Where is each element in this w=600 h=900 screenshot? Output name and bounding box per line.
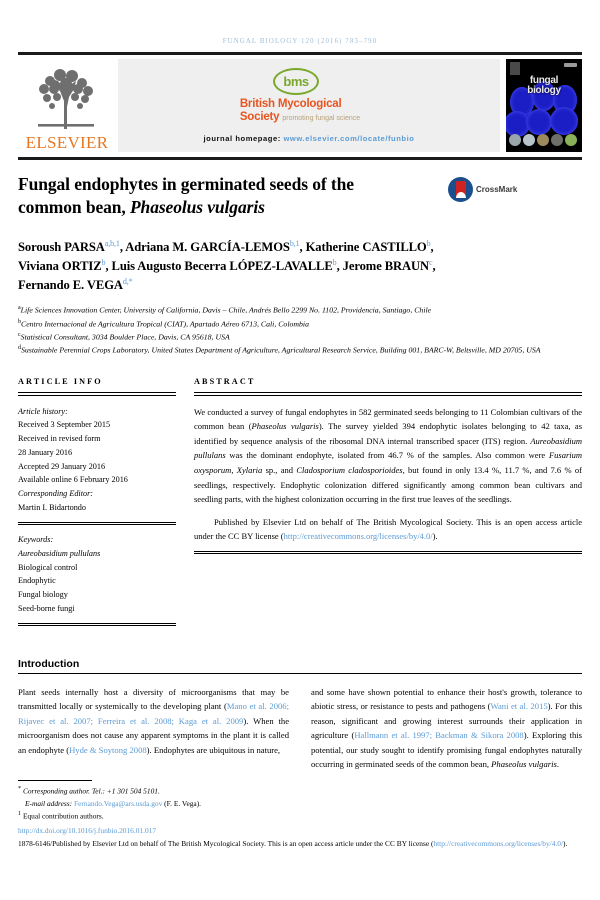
footnote-block	[18, 785, 582, 822]
history-item: Received in revised form	[18, 434, 101, 444]
doi-link[interactable]: http://dx.doi.org/10.1016/j.funbio.2016.01.017	[18, 826, 157, 836]
article-history-label: Article history:	[18, 406, 68, 416]
abstract-publisher-note	[194, 515, 582, 544]
journal-homepage-url[interactable]: www.elsevier.com/locate/funbio	[283, 133, 415, 143]
divider	[18, 623, 176, 626]
title-line1: Fungal endophytes in germinated seeds of the	[18, 174, 354, 194]
affiliation-text: Statistical Consultant, 3034 Boulder Place, Davis, CA 95618, USA	[20, 332, 230, 342]
cover-micrograph	[523, 134, 535, 146]
footnote-text: Corresponding author. Tel.: +1 301 504 5101.	[22, 786, 160, 796]
cover-micrograph	[565, 134, 577, 146]
species-name: Aureobasidium pullulans	[194, 435, 582, 461]
affiliation-item	[18, 331, 582, 344]
author-name: Soroush PARSA	[18, 239, 105, 254]
footnote-rule	[18, 780, 92, 781]
author-sep: ,	[432, 259, 436, 274]
affiliation-item	[18, 318, 582, 331]
author-affil-marker: b	[332, 257, 337, 267]
cover-badge-right-icon	[564, 63, 577, 67]
affiliation-text: Life Sciences Innovation Center, University of California, Davis – Chile, Andrés Bello 2299 No. 1102, Providencia, Santiago, Chile	[20, 306, 432, 316]
affiliation-list	[18, 304, 582, 357]
introduction-column-2	[311, 685, 582, 772]
keyword-item: Fungal biology	[18, 590, 68, 600]
keyword-item: Seed-borne fungi	[18, 603, 75, 613]
cover-title-line1: fungal	[529, 75, 559, 86]
citation-link[interactable]: Hallmann et al. 1997; Backman & Sikora 2008	[354, 730, 524, 741]
email-owner: (F. E. Vega).	[164, 798, 202, 808]
species-name: Fusarium oxysporum	[194, 450, 582, 475]
history-item: Accepted 29 January 2016	[18, 461, 106, 471]
affiliation-item	[18, 304, 582, 317]
running-head: FUNGAL BIOLOGY 120 (2016) 783–790	[222, 38, 378, 45]
species-name: Cladosporium cladosporioides	[296, 464, 403, 475]
journal-masthead	[18, 57, 582, 154]
author-affil-marker: b	[101, 257, 106, 267]
divider	[194, 551, 582, 554]
history-item: Available online 6 February 2016	[18, 475, 128, 485]
publisher-note-frag: ).	[432, 531, 438, 542]
cc-license-link[interactable]: http://creativecommons.org/licenses/by/4.0/	[283, 531, 433, 542]
footnote-corresponding	[18, 785, 582, 797]
divider	[18, 392, 176, 395]
copyright-line	[18, 838, 582, 850]
affiliation-marker: d	[18, 345, 21, 352]
divider	[18, 522, 176, 525]
footnote-marker: 1	[18, 810, 22, 817]
abstract-frag: , but found in only 13.4 %, 11.7 %, and 7.6 % of seedlings, respectively. Endophytic colonization differed significantly among common bean cultivars and seedling parts, with the highest colonization occurring in the first true leaves of the seedlings.	[194, 464, 582, 505]
intro-frag: Plant seeds internally host a diversity of microorganisms that may be transmitted locally or systemically to the developing plant (	[18, 686, 289, 712]
affiliation-item	[18, 344, 582, 357]
cover-micrograph	[509, 134, 521, 146]
footnote-marker: *	[18, 786, 22, 793]
citation-link[interactable]: Wani et al. 2015	[490, 701, 548, 712]
species-name: Xylaria	[236, 464, 263, 475]
crossmark-label: CrossMark	[476, 185, 518, 194]
citation-link[interactable]: Hyde & Soytong 2008	[69, 744, 147, 755]
author-affil-marker: a,b,1	[104, 238, 120, 248]
society-name	[240, 98, 360, 122]
title-species-name: Phaseolus vulgaris	[129, 196, 265, 217]
author-sep: , Katherine CASTILLO	[299, 239, 427, 254]
keyword-item: Endophytic	[18, 576, 56, 586]
crossmark-icon	[448, 177, 473, 202]
keywords-label: Keywords:	[18, 534, 54, 544]
history-item: Received 3 September 2015	[18, 420, 111, 430]
author-sep: , Jerome BRAUN	[336, 259, 430, 274]
introduction-heading: Introduction	[18, 657, 80, 670]
info-abstract-section	[18, 377, 582, 634]
species-name: Phaseolus vulgaris	[491, 759, 557, 770]
corresponding-editor-label: Corresponding Editor:	[18, 489, 93, 499]
affiliation-marker: c	[18, 331, 21, 338]
author-sep: , Adriana M. GARCÍA-LEMOS	[119, 239, 290, 254]
intro-frag: ). For this reason, significant and growing interest surrounds their application in agriculture (	[311, 701, 583, 741]
email-link[interactable]: Fernando.Vega@ars.usda.gov	[74, 798, 163, 808]
publisher-note-frag: Published by Elsevier Ltd on behalf of The British Mycological Society. This is an open access article under the CC BY license (	[194, 516, 582, 542]
keywords-block	[18, 533, 176, 616]
keyword-item: Biological control	[18, 562, 78, 572]
cover-micrograph	[537, 134, 549, 146]
abstract-text	[194, 405, 582, 507]
journal-banner	[118, 59, 500, 152]
author-name: Fernando E. VEGA	[18, 278, 123, 293]
masthead-top-rule	[18, 52, 582, 55]
title-row	[18, 173, 582, 219]
divider	[194, 392, 582, 395]
footer-block	[18, 825, 582, 850]
footnote-email	[18, 798, 582, 810]
copyright-frag: 1878-6146/Published by Elsevier Ltd on behalf of The British Mycological Society. This is an open access article under the CC BY license (	[18, 839, 434, 849]
article-info-column	[18, 377, 194, 634]
affiliation-text: Sustainable Perennial Crops Laboratory, United States Department of Agriculture, Agricultural Research Service, Building 001, BARC-W, Beltsville, MD 20705, USA	[21, 345, 541, 355]
author-name: Viviana ORTIZ	[18, 259, 102, 274]
citation-link[interactable]: Mano et al. 2006; Rijavec et al. 2007; Ferreira et al. 2008; Kaga et al. 2009	[18, 701, 289, 726]
divider	[18, 673, 582, 674]
introduction-section	[18, 658, 582, 772]
species-name: Phaseolus vulgaris	[251, 421, 319, 432]
abstract-frag: ). The survey yielded 394 endophytic isolates belonging to 42 taxa, as identified by sequence analysis of the ribosomal DNA internal transcribed spacer (ITS) region.	[194, 421, 583, 446]
title-line2-plain: common bean,	[18, 196, 130, 217]
author-affil-marker: b,1	[289, 238, 300, 248]
society-name-line1: British Mycological	[239, 98, 342, 111]
author-list	[18, 238, 582, 296]
bms-logo-icon: bms	[273, 68, 319, 95]
history-item: 28 January 2016	[18, 447, 73, 457]
cover-badge-left-icon	[510, 62, 520, 75]
journal-homepage[interactable]	[204, 134, 415, 143]
crossmark-badge[interactable]	[448, 177, 517, 202]
intro-frag: ). Endophytes are ubiquitous in nature,	[146, 744, 281, 755]
abstract-column	[194, 377, 582, 634]
author-affil-marker: c	[429, 257, 433, 267]
cover-title	[506, 76, 582, 95]
email-label: E-mail address:	[25, 798, 73, 808]
cover-micrograph	[551, 134, 563, 146]
introduction-columns	[18, 685, 582, 772]
society-tagline: promoting fungal science	[282, 114, 361, 122]
page-title	[18, 173, 448, 219]
intro-frag: ). Exploring this potential, our study sought to identify promising fungal endophytes naturally occurring in germinated seeds of the common bean,	[311, 730, 582, 770]
article-history	[18, 405, 176, 515]
elsevier-tree-icon	[30, 67, 104, 133]
cc-license-link[interactable]: http://creativecommons.org/licenses/by/4.0/	[433, 839, 564, 849]
introduction-column-1	[18, 685, 289, 772]
affiliation-marker: a	[18, 305, 21, 312]
abstract-frag: was the dominant endophyte, isolated from 46.7 % of the samples. Also common were	[225, 450, 549, 461]
footnote-equal-contribution	[18, 810, 582, 822]
elsevier-wordmark: ELSEVIER	[25, 133, 109, 152]
society-name-line2: Society	[239, 110, 280, 123]
cover-spore-blob	[550, 107, 578, 135]
abstract-heading: ABSTRACT	[194, 377, 256, 387]
article-info-heading: ARTICLE INFO	[18, 377, 103, 387]
abstract-frag: We conducted a survey of fungal endophytes in 582 germinated seeds belonging to 11 Colombian cultivars of the common bean (	[194, 406, 582, 432]
journal-homepage-label: journal homepage:	[203, 133, 281, 143]
cover-spore-blob	[526, 109, 552, 135]
masthead-bottom-rule	[18, 157, 582, 160]
journal-cover-thumbnail	[506, 59, 582, 152]
abstract-frag: sp., and	[262, 464, 297, 475]
elsevier-logo	[18, 57, 116, 154]
keyword-item: Aureobasidium pullulans	[18, 548, 101, 558]
affiliation-marker: b	[18, 318, 21, 325]
intro-frag: ). When the microorganism does not cause any apparent symptoms in the plant it is called an endophyte (	[18, 715, 290, 755]
abstract-frag: ,	[231, 464, 237, 475]
author-sep: , Luis Augusto Becerra LÓPEZ-LAVALLE	[105, 259, 333, 274]
footnote-text: Equal contribution authors.	[22, 811, 104, 821]
copyright-frag: ).	[563, 839, 568, 849]
author-sep: ,	[430, 239, 434, 254]
intro-frag: and some have shown potential to enhance their host's growth, tolerance to abiotic stress, or resistance to pests and pathogens (	[311, 686, 582, 712]
intro-frag: .	[556, 759, 559, 770]
affiliation-text: Centro Internacional de Agricultura Tropical (CIAT), Apartado Aéreo 6713, Cali, Colombia	[21, 319, 309, 329]
author-affil-marker: b	[426, 238, 431, 248]
cover-title-line2: biology	[527, 84, 561, 96]
author-affil-marker: d,*	[122, 277, 133, 287]
corresponding-editor-name: Martin I. Bidartondo	[18, 503, 86, 513]
